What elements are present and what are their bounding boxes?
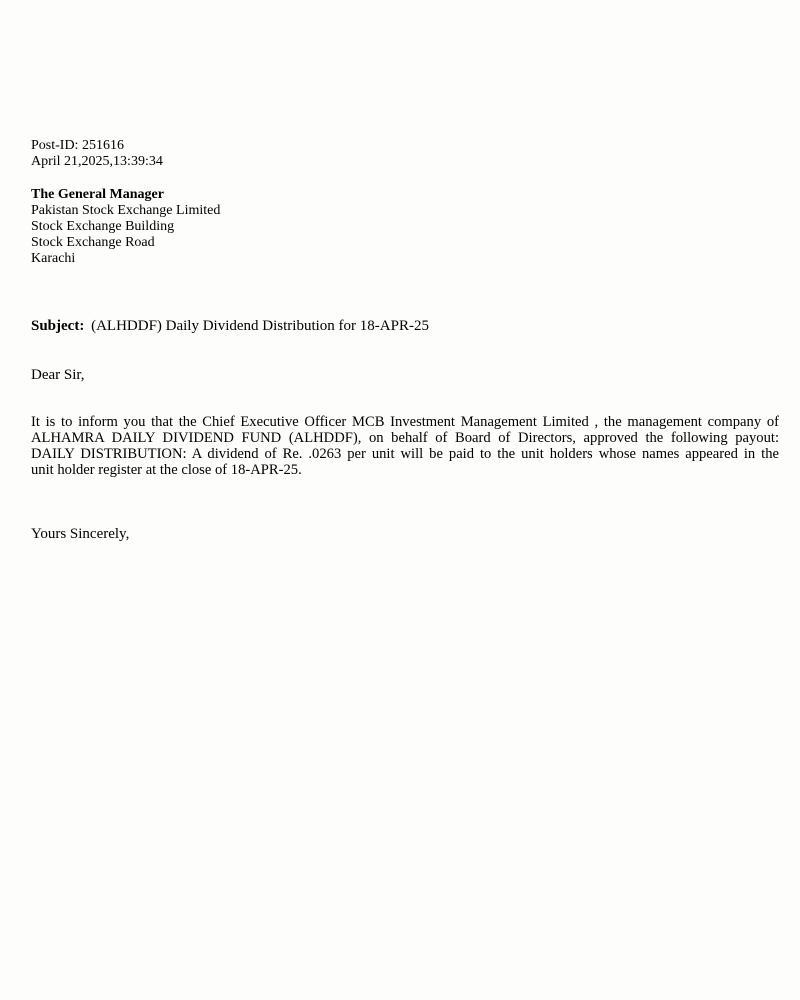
datetime-line: April 21,2025,13:39:34 <box>31 154 163 169</box>
body-line: DAILY DISTRIBUTION: A dividend of Re. .0263 per unit will be paid to the unit holders whose names appeared in the <box>31 446 779 462</box>
subject-line <box>31 318 779 334</box>
body-paragraph <box>31 414 779 478</box>
body-line: ALHAMRA DAILY DIVIDEND FUND (ALHDDF), on behalf of Board of Directors, approved the following payout: <box>31 430 779 446</box>
recipient-address-line: Karachi <box>31 251 76 266</box>
body-line: It is to inform you that the Chief Executive Officer MCB Investment Management Limited , the management company of <box>31 414 779 430</box>
closing: Yours Sincerely, <box>31 526 130 542</box>
recipient-address-line: Stock Exchange Road <box>31 235 155 250</box>
recipient-address-line: Stock Exchange Building <box>31 219 175 234</box>
recipient-name: The General Manager <box>31 187 164 202</box>
recipient-block <box>31 187 779 267</box>
meta-block <box>31 138 779 170</box>
subject-label: Subject: <box>31 318 85 334</box>
recipient-address-line: Pakistan Stock Exchange Limited <box>31 203 221 218</box>
salutation: Dear Sir, <box>31 367 85 383</box>
subject-text: (ALHDDF) Daily Dividend Distribution for 18-APR-25 <box>91 318 429 334</box>
post-id-line: Post-ID: 251616 <box>31 138 124 153</box>
letter-content <box>31 0 779 542</box>
body-line: unit holder register at the close of 18-APR-25. <box>31 462 302 478</box>
